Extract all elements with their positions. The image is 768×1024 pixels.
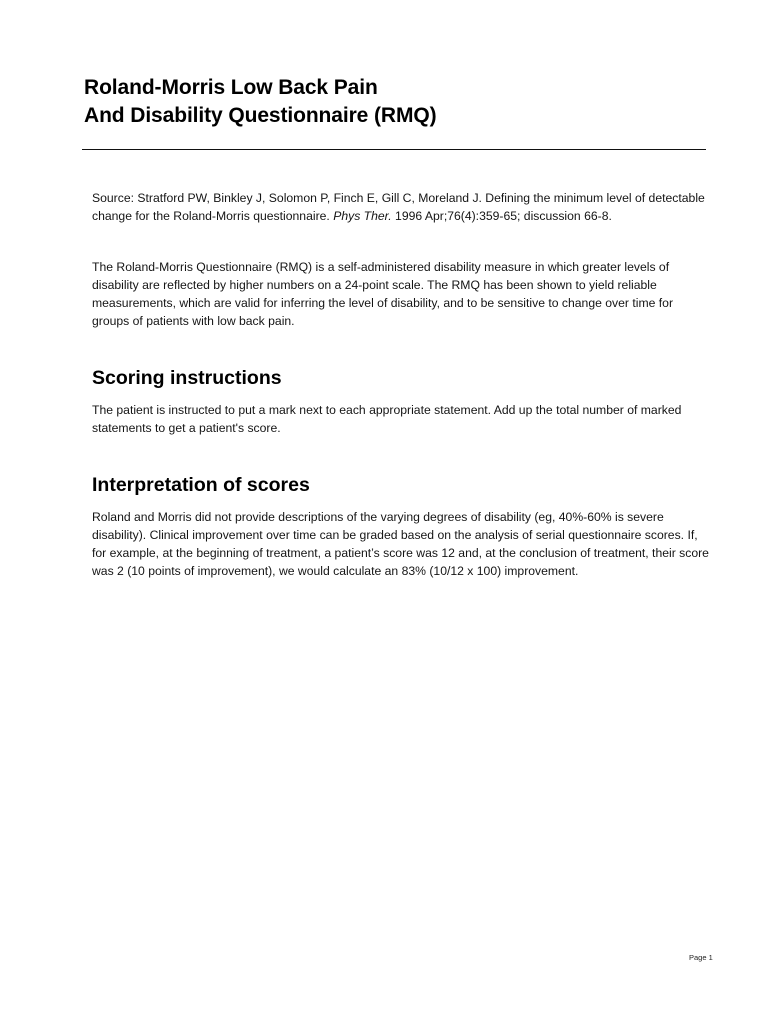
page-title-line-2: And Disability Questionnaire (RMQ) bbox=[84, 104, 437, 127]
interpretation-heading: Interpretation of scores bbox=[92, 474, 310, 496]
interpretation-paragraph: Roland and Morris did not provide descriptions of the varying degrees of disability (eg, 40%-60% is severe disability). Clinical improvement over time can be graded based on the analysis of serial questionnaire scores. If, for example, at the beginning of treatment, a patient’s score was 12 and, at the conclusion of treatment, their score was 2 (10 points of improvement), we would calculate an 83% (10/12 x 100) improvement. bbox=[92, 510, 709, 578]
page-title bbox=[84, 74, 704, 130]
scoring-heading: Scoring instructions bbox=[92, 367, 282, 389]
source-journal-name: Phys Ther. bbox=[333, 209, 392, 223]
source-citation-text: Source: Stratford PW, Binkley J, Solomon P, Finch E, Gill C, Moreland J. Defining the minimum level of detectable change for the Roland-Morris questionnaire. bbox=[92, 191, 705, 223]
page-number: Page 1 bbox=[689, 953, 713, 962]
scoring-paragraph: The patient is instructed to put a mark next to each appropriate statement. Add up the total number of marked statements to get a patient's score. bbox=[92, 403, 682, 435]
source-citation bbox=[92, 189, 712, 225]
intro-paragraph: The Roland-Morris Questionnaire (RMQ) is a self-administered disability measure in which greater levels of disability are reflected by higher numbers on a 24-point scale. The RMQ has been shown to yield reliable measurements, which are valid for inferring the level of disability, and to be sensitive to change over time for groups of patients with low back pain. bbox=[92, 260, 674, 328]
title-divider bbox=[82, 149, 706, 150]
page-title-line-1: Roland-Morris Low Back Pain bbox=[84, 76, 378, 99]
source-citation-details: 1996 Apr;76(4):359-65; discussion 66-8. bbox=[391, 209, 612, 223]
